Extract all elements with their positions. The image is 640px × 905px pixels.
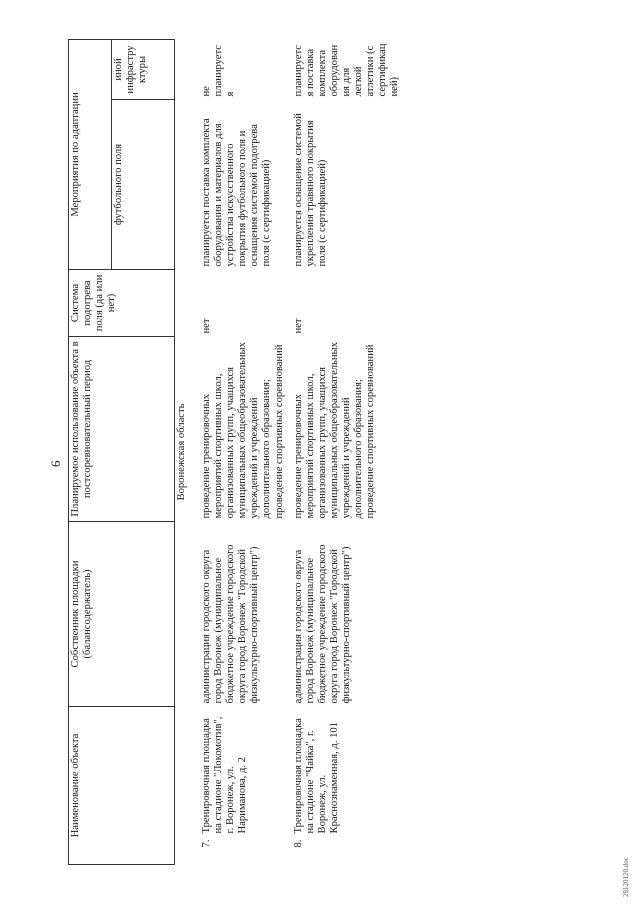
header-heating: Система подогрева поля (да или нет) bbox=[69, 270, 175, 337]
object-name: Тренировочная площадка на стадионе "Чайка", г. Воронеж, ул. Краснознаменная, д. 101 bbox=[292, 718, 340, 834]
object-heating: нет bbox=[292, 318, 304, 334]
object-owner: администрация городского округа город Воронеж (муниципальное бюджетное учреждение городского округа город Воронеж "Городской физкультурно-спортивный центр") bbox=[292, 544, 353, 704]
object-use: проведение тренировочных мероприятий спортивных школ, организованных групп, учащихся муниципальных общеобразовательных учреждений и учреждений дополнительного образования; проведение спортивных соревнований bbox=[292, 342, 377, 519]
page-number: 6 bbox=[48, 460, 63, 467]
table-row bbox=[287, 40, 403, 865]
object-owner: администрация городского округа город Воронеж (муниципальное бюджетное учреждение городского округа город Воронеж "Городской физкультурно-спортивный центр") bbox=[201, 544, 261, 704]
header-adaptation: Мероприятия по адаптации bbox=[69, 40, 112, 270]
object-football-measures: планируется поставка комплекта оборудования и материалов для устройства искусственного покрытия футбольного поля и оснащения системой подогрева поля (с сертификацией) bbox=[201, 118, 273, 267]
header-use: Планируемое использование объекта в постсоревновательный период bbox=[69, 337, 175, 522]
table-row bbox=[195, 40, 287, 865]
row-number: 8. bbox=[292, 839, 304, 848]
object-name: Тренировочная площадка на стадионе "Локомотив", г. Воронеж, ул. Нариманова, д. 2 bbox=[201, 716, 249, 834]
region-title: Воронежская область bbox=[176, 403, 187, 501]
row-number: 7. bbox=[201, 839, 212, 848]
object-football-measures: планируется оснащение системой укрепления травяного покрытия поля (с сертификацией) bbox=[292, 113, 328, 267]
header-other: иной инфраструктуры bbox=[112, 40, 175, 100]
document-id: 28120120.doc bbox=[622, 857, 630, 897]
objects-table bbox=[68, 39, 403, 865]
object-heating: нет bbox=[201, 318, 212, 334]
object-use: проведение тренировочных мероприятий спортивных школ, организованных групп, учащихся муниципальных общеобразовательных учреждений и учреждений дополнительного образования; проведение спортивных соревнований bbox=[201, 342, 285, 519]
header-owner: Собственник площадки (балансодержатель) bbox=[69, 522, 175, 707]
header-name: Наименование объекта bbox=[69, 707, 175, 865]
header-football: футбольного поля bbox=[112, 100, 175, 270]
object-other-measures: не планируется bbox=[201, 45, 237, 97]
object-other-measures: планируется поставка комплекта оборудования для легкой атлетики (с сертификацией) bbox=[292, 43, 401, 97]
